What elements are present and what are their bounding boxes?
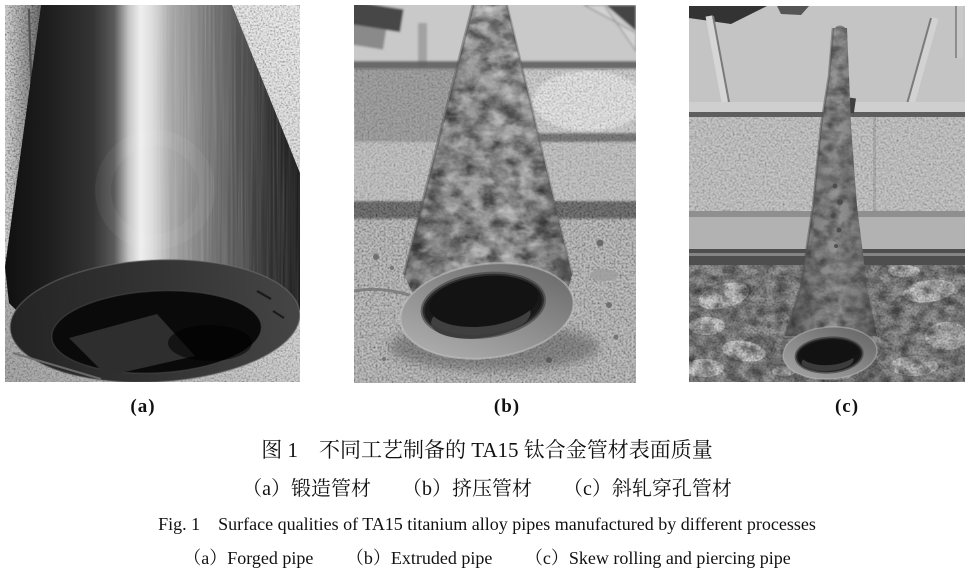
- caption-en-sub-a: （a）Forged pipe: [183, 548, 314, 568]
- panel-label-b: (b): [493, 396, 521, 417]
- caption-en-sub-b: （b）Extruded pipe: [345, 548, 493, 568]
- panel-label-c: (c): [834, 396, 860, 417]
- caption-zh-subitems: [0, 472, 974, 501]
- caption-en-sub-c: （c）Skew rolling and piercing pipe: [524, 548, 791, 568]
- caption-zh-sub-c: （c）斜轧穿孔管材: [563, 478, 732, 500]
- skew-rolling-piercing-pipe-photo: [689, 6, 965, 382]
- panel-forged-pipe: [5, 5, 300, 382]
- caption-zh-title: 图 1 不同工艺制备的 TA15 钛合金管材表面质量: [261, 438, 713, 462]
- panel-extruded-pipe: [354, 5, 636, 383]
- caption-en-subitems: [0, 544, 974, 570]
- caption-zh-sub-a: （a）锻造管材: [242, 478, 371, 500]
- panel-label-a: (a): [130, 396, 156, 417]
- panel-skew-rolling-pipe: [689, 6, 965, 382]
- forged-pipe-photo: [5, 5, 300, 382]
- caption-en-title: Fig. 1 Surface qualities of TA15 titanium alloy pipes manufactured by different processes: [158, 514, 816, 534]
- extruded-pipe-photo: [354, 5, 636, 383]
- caption-zh-sub-b: （b）挤压管材: [402, 478, 532, 500]
